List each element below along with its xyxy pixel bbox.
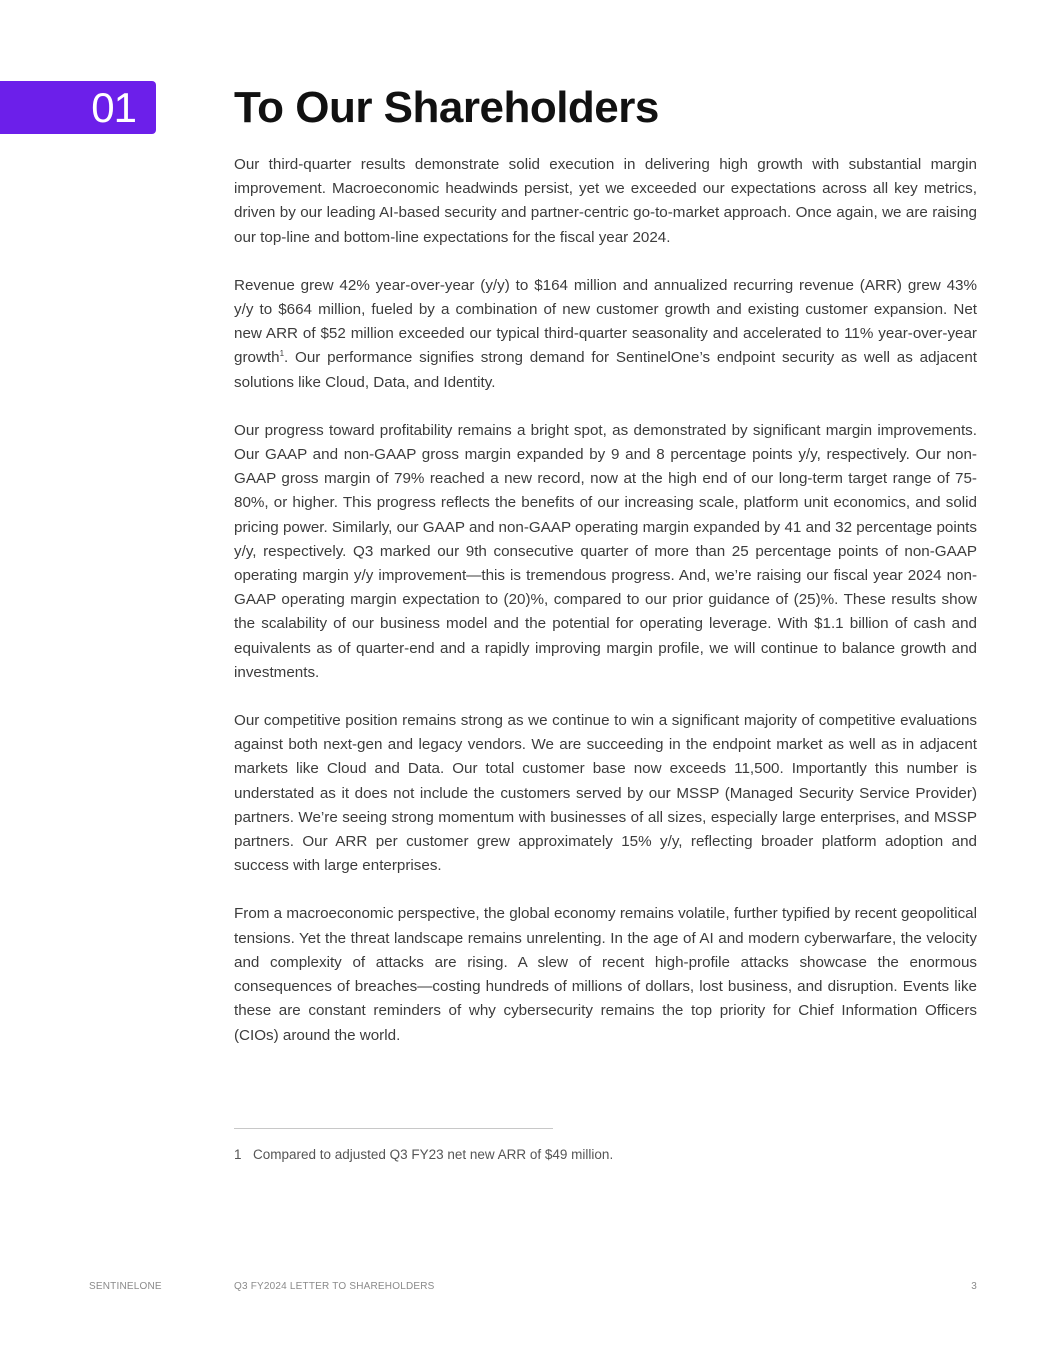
- paragraph-competitive-position: Our competitive position remains strong as we continue to win a significant majority of competitive evaluations against both next-gen and legacy vendors. We are succeeding in the endpoint market as well as in adjacent markets like Cloud and Data. Our total customer base now exceeds 11,500. Importantly this number is understated as it does not include the customers served by our MSSP (Managed Security Service Provider) partners. We’re seeing strong momentum with businesses of all sizes, especially large enterprises, and MSSP partners. Our ARR per customer grew approximately 15% y/y, reflecting broader platform adoption and success with large enterprises.: [234, 712, 977, 875]
- paragraph-macroeconomic: From a macroeconomic perspective, the global economy remains volatile, further typified by recent geopolitical tensions. Yet the threat landscape remains unrelenting. In the age of AI and modern cyberwarfare, the velocity and complexity of attacks are rising. A slew of recent high-profile attacks showcase the enormous consequences of breaches—costing hundreds of millions of dollars, lost business, and disruption. Events like these are constant reminders of why cybersecurity remains the top priority for Chief Information Officers (CIOs) around the world.: [234, 905, 977, 1044]
- page-title: To Our Shareholders: [234, 83, 659, 132]
- footnote-number: 1: [234, 1147, 242, 1162]
- section-number-tab: [0, 81, 156, 134]
- paragraph-revenue-text-b: . Our performance signifies strong demand for SentinelOne’s endpoint security as well as adjacent solutions like Cloud, Data, and Identity.: [234, 349, 977, 391]
- footnote-divider: [234, 1128, 553, 1129]
- paragraph-profitability: Our progress toward profitability remains a bright spot, as demonstrated by significant margin improvements. Our GAAP and non-GAAP gross margin expanded by 9 and 8 percentage points y/y, respectively. Our non-GAAP gross margin of 79% reached a new record, now at the high end of our long-term target range of 75-80%, or higher. This progress reflects the benefits of our increasing scale, platform unit economics, and solid pricing power. Similarly, our GAAP and non-GAAP operating margin expanded by 41 and 32 percentage points y/y, respectively. Q3 marked our 9th consecutive quarter of more than 25 percentage points of non-GAAP operating margin y/y improvement—this is tremendous progress. And, we’re raising our fiscal year 2024 non-GAAP operating margin expectation to (20)%, compared to our prior guidance of (25)%. These results show the scalability of our business model and the potential for operating leverage. With $1.1 billion of cash and equivalents as of quarter-end and a rapidly improving margin profile, we will continue to balance growth and investments.: [234, 421, 977, 681]
- footnote-reference: 1: [279, 349, 285, 359]
- paragraph-revenue: [234, 274, 977, 395]
- footer-page-number: 3: [971, 1281, 977, 1292]
- paragraph-revenue-text-a: Revenue grew 42% year-over-year (y/y) to $164 million and annualized recurring revenue (ARR) grew 43% y/y to $664 million, fueled by a combination of new customer growth and existing customer expansion. Net new ARR of $52 million exceeded our typical third-quarter seasonality and accelerated to 11% year-over-year growth: [234, 276, 977, 367]
- letter-body: [234, 153, 977, 1072]
- footnote: [234, 1146, 613, 1164]
- footnote-text: Compared to adjusted Q3 FY23 net new ARR of $49 million.: [253, 1147, 614, 1162]
- footer-company: SENTINELONE: [89, 1281, 162, 1292]
- paragraph-intro: Our third-quarter results demonstrate solid execution in delivering high growth with substantial margin improvement. Macroeconomic headwinds persist, yet we exceeded our expectations across all key metrics, driven by our leading AI-based security and partner-centric go-to-market approach. Once again, we are raising our top-line and bottom-line expectations for the fiscal year 2024.: [234, 156, 977, 246]
- section-number: 01: [91, 83, 136, 131]
- footer-document-title: Q3 FY2024 LETTER TO SHAREHOLDERS: [234, 1281, 435, 1292]
